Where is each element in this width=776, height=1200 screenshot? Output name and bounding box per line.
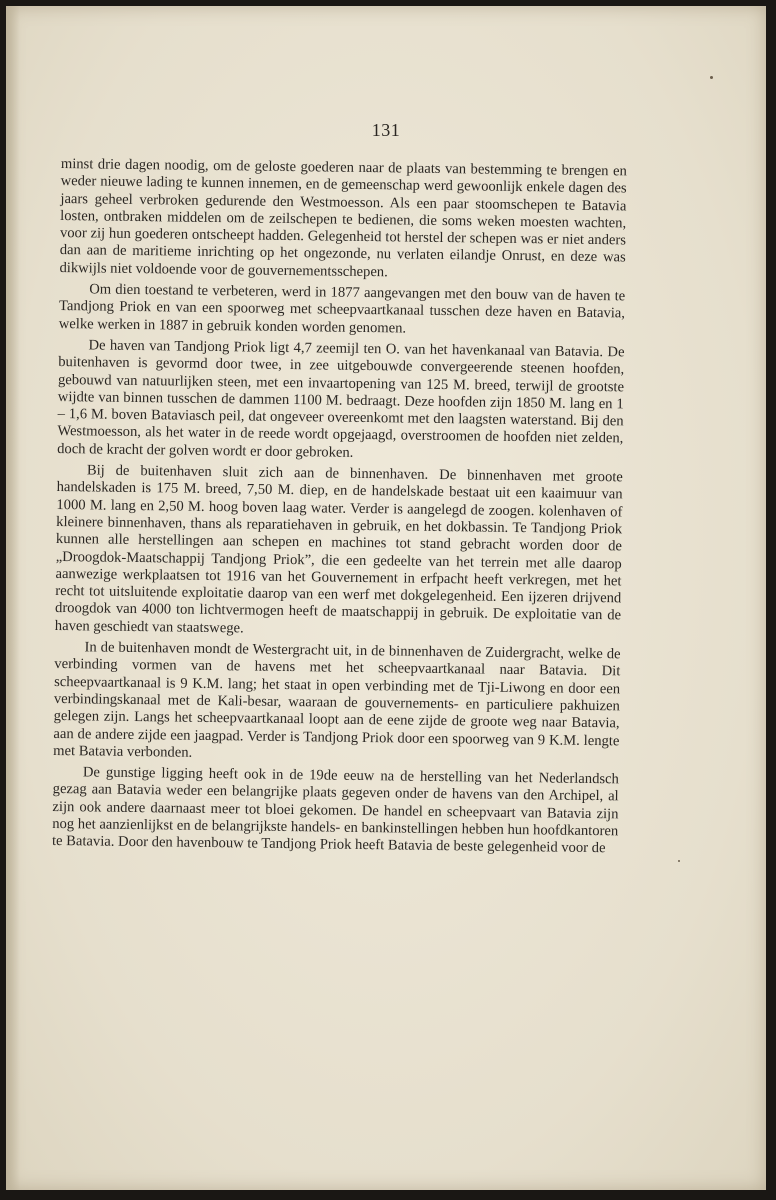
paragraph: De gunstige ligging heeft ook in de 19de eeuw na de herstelling van het Nederlandsch gezag aan Batavia weder een belangrijke plaats gegeven onder de havens van den Archipel, al zijn ook andere daarnaast meer tot bloei gekomen. De handel en scheepvaart van Batavia zijn nog het aanzienlijkst en de belangrijkste handels- en bankinstellingen hebben hun hoofdkantoren te Batavia. Door den havenbouw te Tandjong Priok heeft Batavia de beste gelegenheid voor de <box>51 764 619 857</box>
page-number: 131 <box>371 120 401 140</box>
paragraph: minst drie dagen noodig, om de geloste goederen naar de plaats van bestemming te brengen en weder nieuwe lading te kunnen innemen, en de gemeenschap werd gewoonlijk enkele dagen des jaars geheel verbroken gedurende den Westmoesson. Als een paar stoomschepen te Batavia losten, ontbraken middelen om de zeilschepen te bedienen, die soms weken moesten wachten, voor zij hun goederen ontscheept hadden. Gelegenheid tot herstel der schepen was er niet anders dan aan de maritieme inrichting op het ongezonde, nu verlaten eilandje Onrust, en deze was dikwijls niet voldoende voor de gouvernementsschepen. <box>59 156 627 281</box>
paragraph: In de buitenhaven mondt de Westergracht uit, in de binnenhaven de Zuidergracht, welke de verbinding vormen van de havens met het scheepvaartkanaal naar Batavia. Dit scheepvaartkanaal is 9 K.M. lang; het staat in open verbinding met de Tji-Liwong en door een verbindingskanaal met de Kali-besar, waaraan de gouvernements- en particuliere pakhuizen gelegen zijn. Langs het scheepvaartkanaal loopt aan de eene zijde de groote weg naar Batavia, aan de andere zijde een jaagpad. Verder is Tandjong Priok door een spoorweg van 9 K.M. lengte met Batavia verbonden. <box>53 639 621 761</box>
book-page <box>6 6 766 1190</box>
paragraph: De haven van Tandjong Priok ligt 4,7 zeemijl ten O. van het havenkanaal van Batavia. De buitenhaven is gevormd door twee, in zee uitgebouwde convergeerende steenen hoofden, gebouwd van natuurlijken steen, met een invaartopening van 125 M. breed, terwijl de grootste wijdte van binnen tusschen de dammen 1100 M. bedraagt. Deze hoofden zijn 1850 M. lang en 1 – 1,6 M. boven Bataviasch peil, dat ongeveer overeenkomt met den laagsten waterstand. Bij den Westmoesson, als het water in de reede wordt opgejaagd, overstroomen de hoofden niet zelden, doch de kracht der golven wordt er door gebroken. <box>57 337 625 461</box>
paper-speck <box>678 860 680 862</box>
paper-speck <box>710 76 713 79</box>
body-text <box>52 156 627 862</box>
paragraph: Bij de buitenhaven sluit zich aan de binnenhaven. De binnenhaven met groote handelskaden is 175 M. breed, 7,50 M. diep, en de handelskade bestaat uit een kaaimuur van 1000 M. lang en 2,50 M. hoog boven laag water. Verder is aangelegd de zoogen. kolenhaven of kleinere binnenhaven, thans als reparatiehaven in gebruik, en het dokbassin. Te Tandjong Priok kunnen alle herstellingen aan schepen en machines tot stand gebracht worden door de „Droogdok-Maatschappij Tandjong Priok”, die een gedeelte van het terrein met alle daarop aanwezige werkplaatsen tot 1916 van het Gouvernement in erfpacht heeft verkregen, met het recht tot uitsluitende exploitatie daarop van een werf met dokgelegenheid. Een ijzeren drijvend droogdok van 4000 ton lichtvermogen heeft de maatschappij in gebruik. De exploitatie van de haven geschiedt van staatswege. <box>54 462 623 637</box>
paragraph: Om dien toestand te verbeteren, werd in 1877 aangevangen met den bouw van de haven te Tandjong Priok en van een spoorweg met scheepvaartkanaal tusschen deze haven en Batavia, welke werken in 1887 in gebruik konden worden genomen. <box>58 281 626 337</box>
page-gutter-shadow <box>6 6 20 1190</box>
